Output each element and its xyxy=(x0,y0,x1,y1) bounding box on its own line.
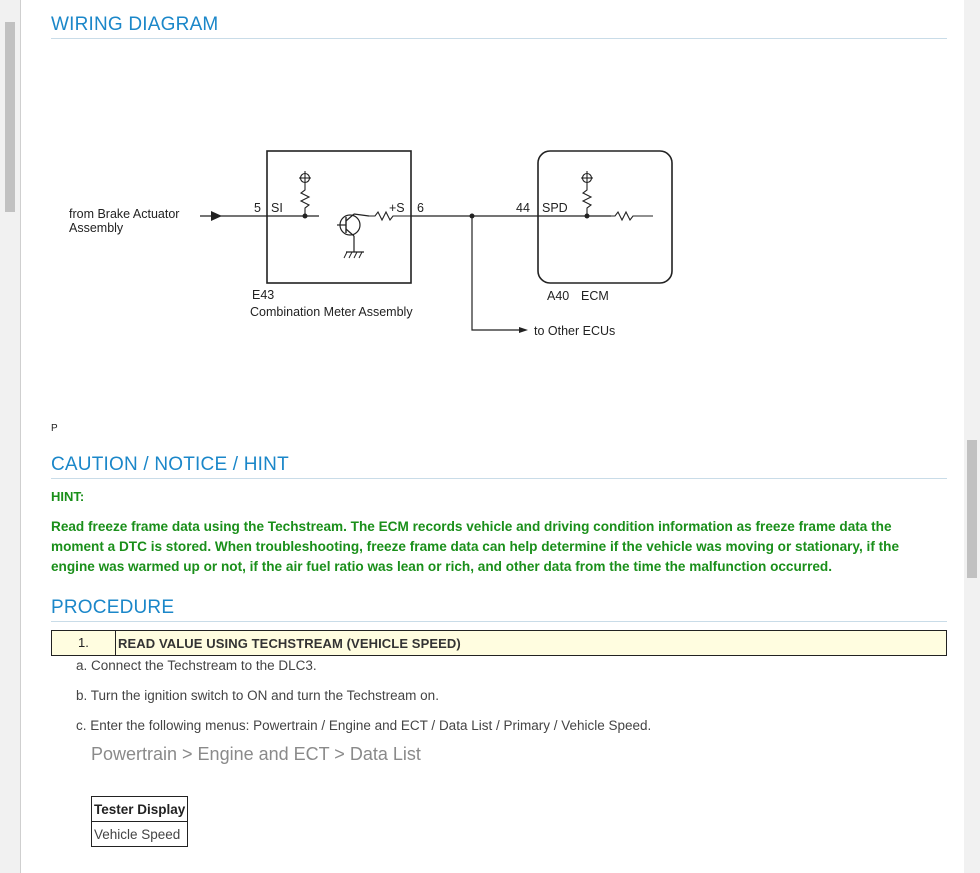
input-arrow xyxy=(211,211,222,221)
wiring-diagram xyxy=(51,40,947,370)
hint-title: HINT: xyxy=(51,489,85,504)
wiring-diagram-svg xyxy=(51,40,947,370)
ecm-name-label: ECM xyxy=(581,289,609,303)
right-scrollbar[interactable] xyxy=(964,0,980,873)
meter-connector-label: E43 xyxy=(252,288,275,302)
table-header-cell: Tester Display xyxy=(92,797,188,822)
source-label-line2: Assembly xyxy=(69,221,124,235)
meter-name-label: Combination Meter Assembly xyxy=(250,305,413,319)
meter-pin-out-number: 6 xyxy=(417,201,424,215)
menu-path: Powertrain > Engine and ECT > Data List xyxy=(91,744,421,764)
ecm-pin-number: 44 xyxy=(516,201,530,215)
hint-body: Read freeze frame data using the Techstream. The ECM records vehicle and driving condition information as freeze frame data the moment a DTC is stored. When troubleshooting, freeze frame data can help determine if the vehicle was moving or stationary, if the engine was warmed up or not, if the air fuel ratio was lean or rich, and other data from the time the malfunction occurred. xyxy=(51,519,900,574)
meter-pullup-resistor xyxy=(301,185,309,216)
tester-display-table xyxy=(91,796,188,847)
ecm-box xyxy=(538,151,672,283)
step-number: 1. xyxy=(52,631,116,655)
branch-label: to Other ECUs xyxy=(534,324,616,338)
left-scrollbar-thumb[interactable] xyxy=(5,22,15,212)
ecm-connector-label: A40 xyxy=(547,289,570,303)
table-header-row xyxy=(92,797,188,822)
branch-arrow xyxy=(519,327,528,333)
sub-step-c: c. Enter the following menus: Powertrain / Engine and ECT / Data List / Primary / Vehicle Speed. xyxy=(76,718,652,733)
meter-pin-out-name: +S xyxy=(389,201,405,215)
left-scrollbar[interactable] xyxy=(0,0,21,873)
wiring-diagram-heading: WIRING DIAGRAM xyxy=(51,14,947,39)
ecm-input-resistor xyxy=(611,212,653,220)
table-cell: Vehicle Speed xyxy=(92,822,188,847)
sub-step-b: b. Turn the ignition switch to ON and turn the Techstream on. xyxy=(76,688,439,703)
right-scrollbar-thumb[interactable] xyxy=(967,440,977,578)
meter-pin-in-number: 5 xyxy=(254,201,261,215)
procedure-step-bar xyxy=(51,630,947,656)
sub-step-a: a. Connect the Techstream to the DLC3. xyxy=(76,658,317,673)
ecm-pullup-resistor xyxy=(583,185,591,216)
source-label: from Brake Actuator xyxy=(69,207,180,221)
ecm-pin-name: SPD xyxy=(542,201,568,215)
combination-meter-box xyxy=(267,151,411,283)
procedure-heading: PROCEDURE xyxy=(51,597,947,622)
branch-wire xyxy=(472,216,519,330)
caution-heading: CAUTION / NOTICE / HINT xyxy=(51,454,947,479)
step-title: READ VALUE USING TECHSTREAM (VEHICLE SPEED) xyxy=(118,635,461,651)
table-row xyxy=(92,822,188,847)
meter-pin-in-name: SI xyxy=(271,201,283,215)
p-marker: P xyxy=(51,423,58,434)
